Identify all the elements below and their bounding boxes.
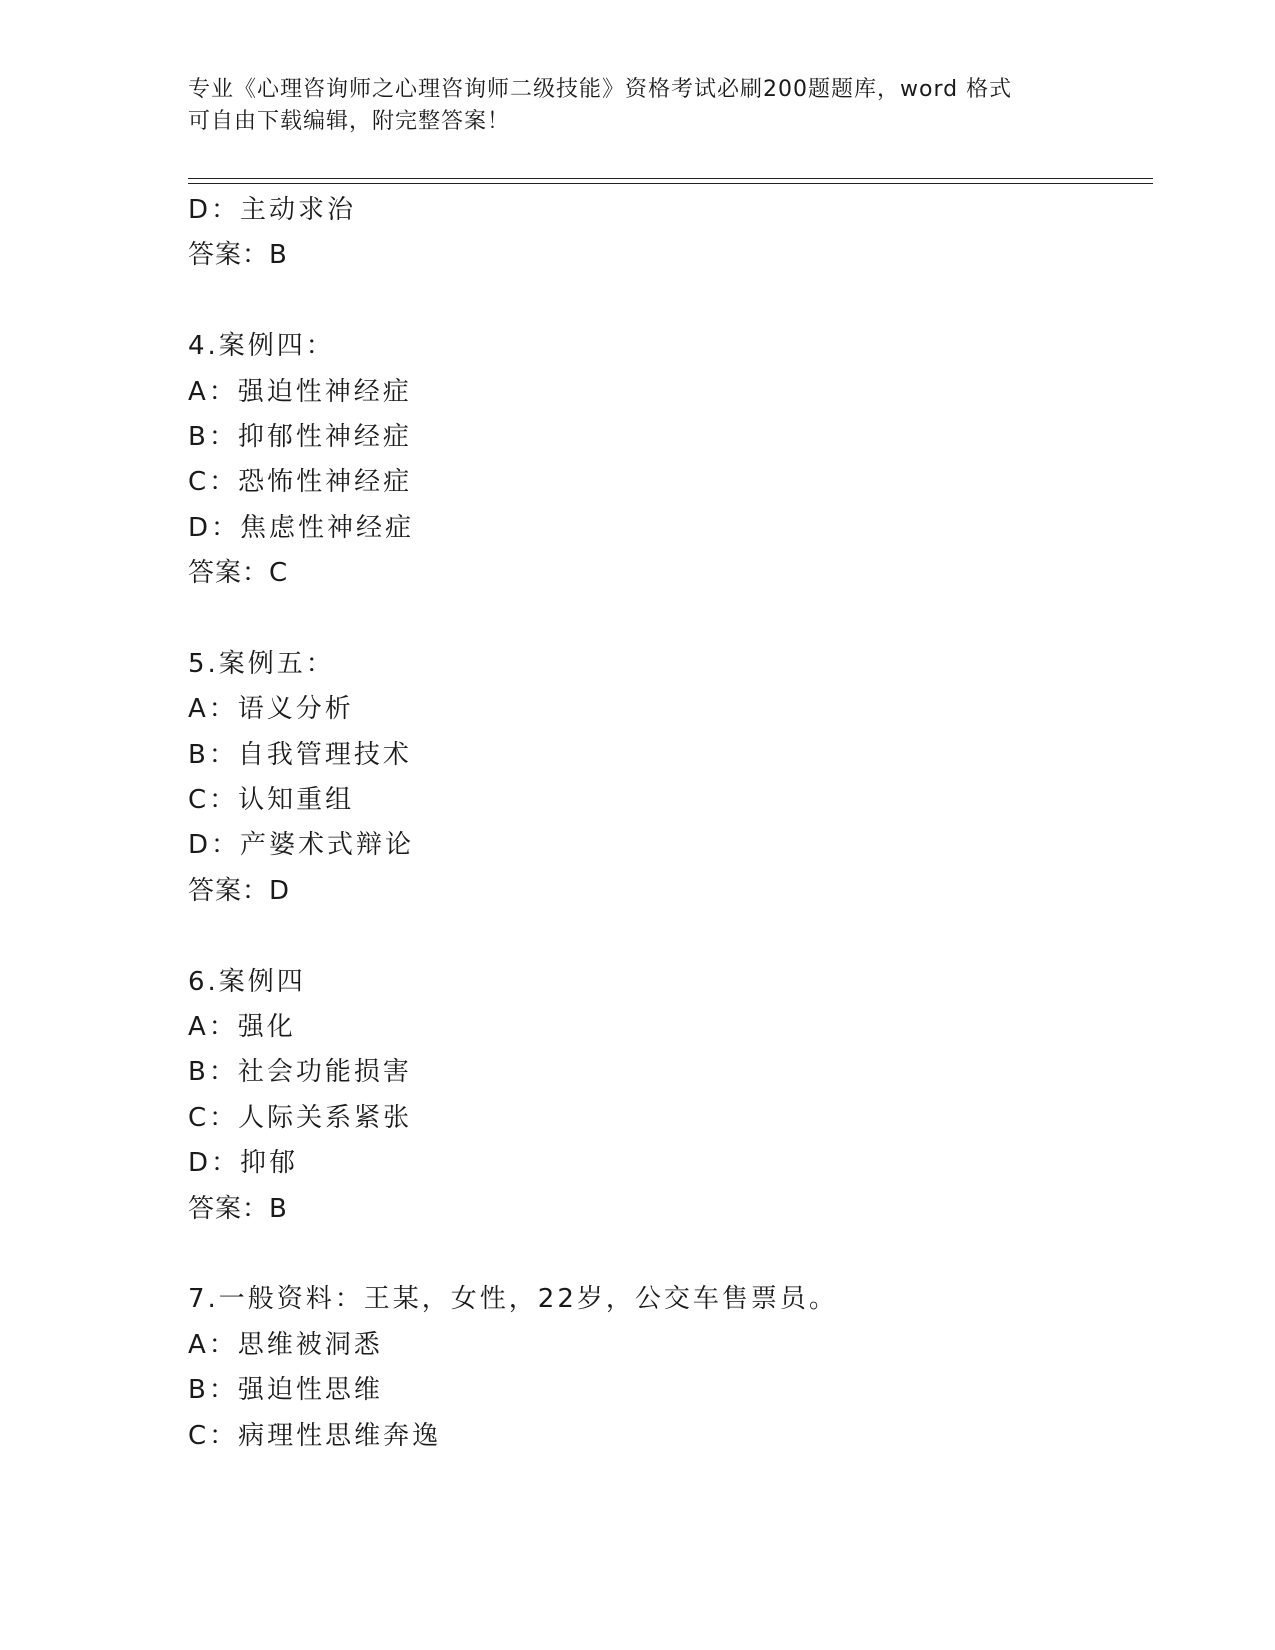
question-list	[188, 188, 1148, 1459]
answer-line: 答案：C	[188, 558, 289, 589]
spacer	[188, 597, 1148, 642]
header-title-line-1: 专业《心理咨询师之心理咨询师二级技能》资格考试必刷200题题库，word 格式	[188, 77, 1013, 102]
option-d: D：主动求治	[188, 195, 357, 225]
option-d: D：抑郁	[188, 1148, 299, 1179]
option-a: A：强迫性神经症	[188, 376, 412, 407]
option-b: B：自我管理技术	[188, 739, 412, 770]
question-title: 4.案例四：	[188, 331, 335, 362]
option-b: B：社会功能损害	[188, 1057, 412, 1088]
option-d: D：焦虑性神经症	[188, 512, 415, 543]
question-title: 5.案例五：	[188, 648, 335, 679]
option-a: A：强化	[188, 1012, 296, 1043]
option-b: B：强迫性思维	[188, 1375, 383, 1406]
option-a: A：语义分析	[188, 694, 354, 725]
option-a: A：思维被洞悉	[188, 1329, 383, 1360]
answer-line: 答案：B	[188, 240, 288, 271]
document-header	[188, 74, 1068, 138]
spacer	[188, 279, 1148, 324]
spacer	[188, 1232, 1148, 1277]
question-title: 6.案例四	[188, 966, 306, 997]
option-c: C：恐怖性神经症	[188, 467, 413, 498]
answer-line: 答案：D	[188, 875, 291, 906]
option-d: D：产婆术式辩论	[188, 830, 415, 861]
header-title-line-2: 可自由下载编辑，附完整答案！	[188, 109, 511, 134]
option-c: C：人际关系紧张	[188, 1102, 413, 1133]
question-title: 7.一般资料：王某，女性，22岁，公交车售票员。	[188, 1284, 838, 1315]
answer-line: 答案：B	[188, 1193, 288, 1224]
spacer	[188, 914, 1148, 959]
option-c: C：认知重组	[188, 785, 355, 816]
option-b: B：抑郁性神经症	[188, 421, 412, 452]
option-c: C：病理性思维奔逸	[188, 1420, 442, 1451]
header-divider-top	[188, 178, 1153, 179]
header-divider-bottom	[188, 183, 1153, 184]
